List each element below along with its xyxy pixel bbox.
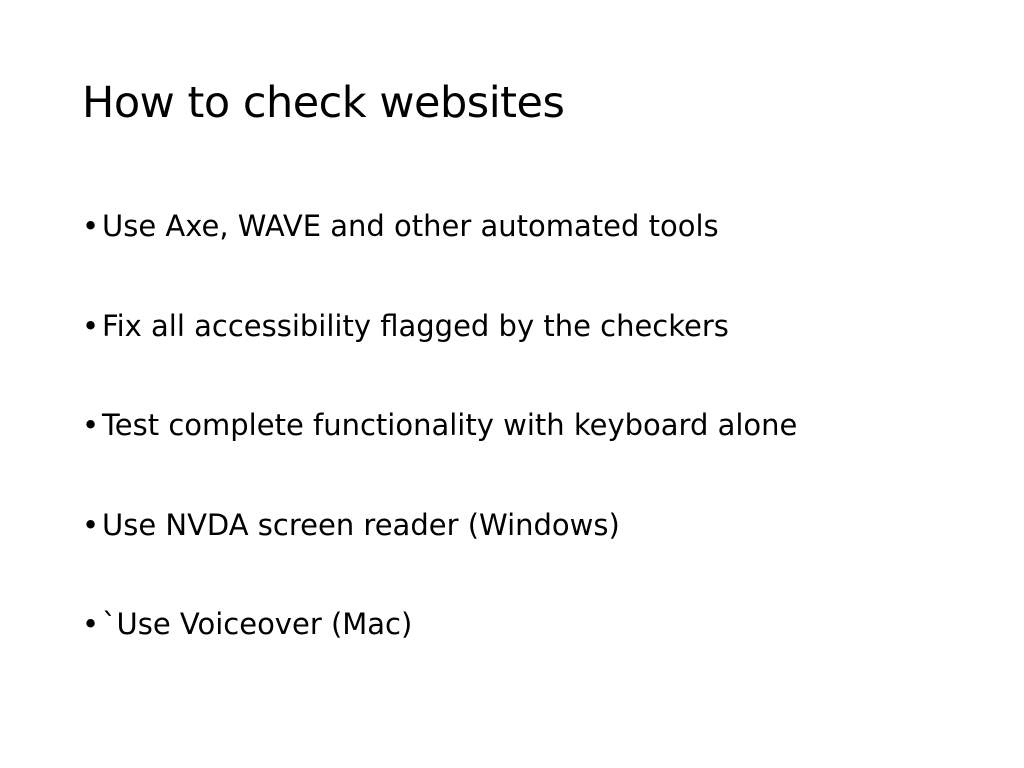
bullet-item (82, 598, 797, 698)
bullet-item (82, 399, 797, 499)
bullet-list (82, 200, 797, 698)
bullet-item (82, 200, 797, 300)
bullet-item (82, 300, 797, 400)
bullet-text: Use Axe, WAVE and other automated tools (102, 209, 719, 243)
bullet-text: `Use Voiceover (Mac) (102, 607, 413, 641)
bullet-text: Fix all accessibility flagged by the checkers (102, 308, 729, 343)
bullet-text: Use NVDA screen reader (Windows) (102, 507, 620, 542)
bullet-dot-icon: • (82, 209, 100, 243)
bullet-dot-icon: • (82, 507, 100, 542)
bullet-text: Test complete functionality with keyboard alone (102, 408, 798, 442)
slide-title: How to check websites (82, 78, 565, 128)
bullet-dot-icon: • (82, 408, 100, 442)
bullet-dot-icon: • (82, 308, 100, 343)
bullet-dot-icon: • (82, 607, 100, 641)
bullet-item (82, 499, 797, 599)
